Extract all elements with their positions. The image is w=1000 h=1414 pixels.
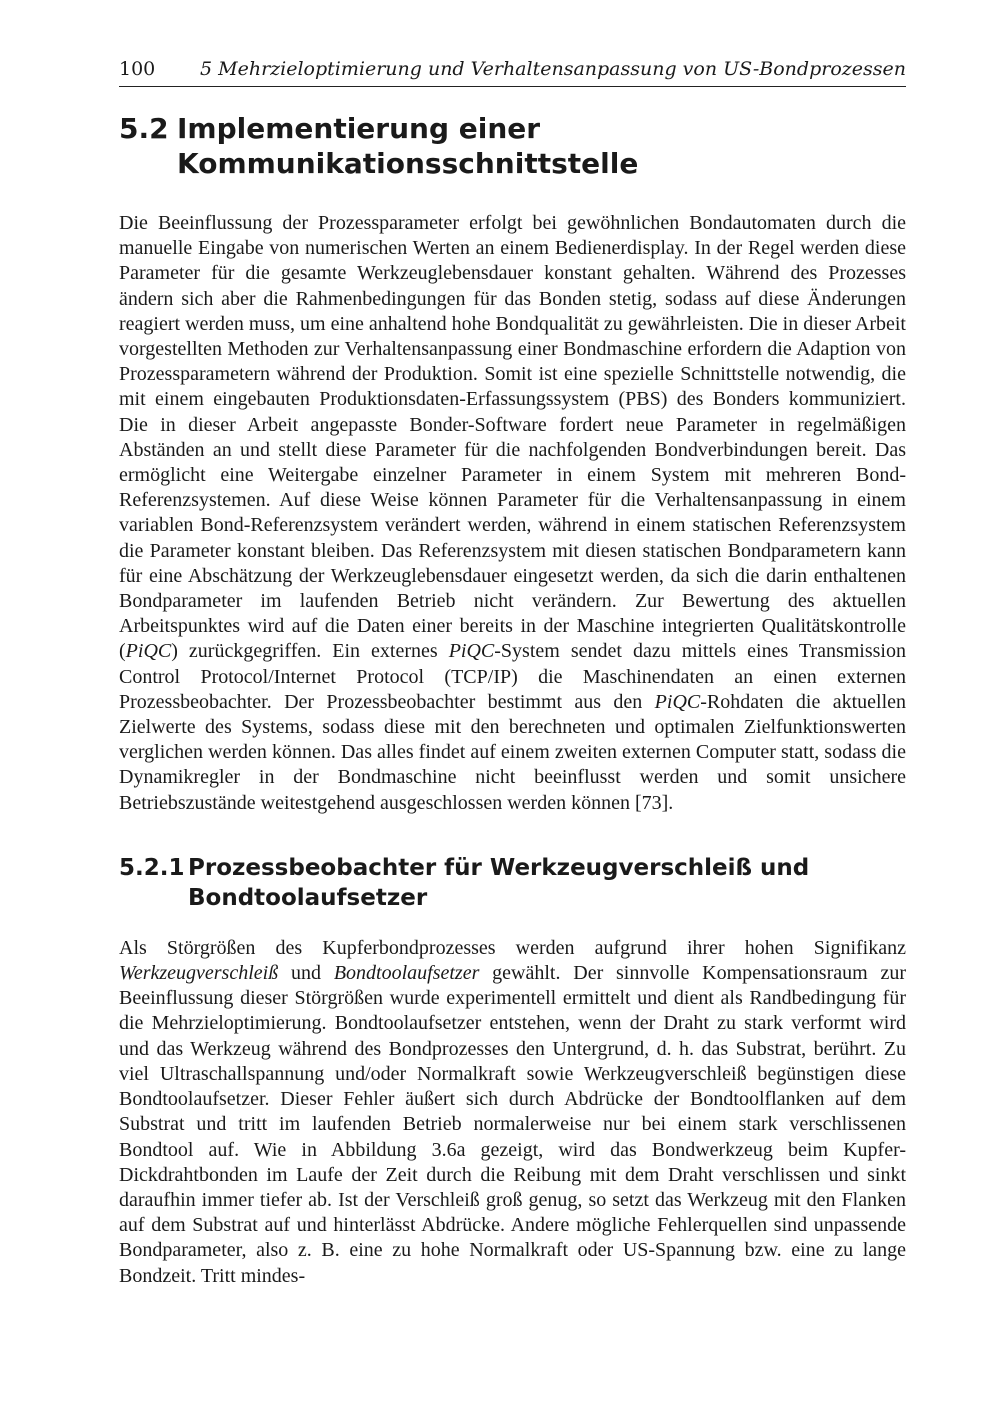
paragraph-interface-part4: -Rohdaten die aktuellen Zielwerte des Systems, sodass diese mit den berechneten und optimalen Zielfunktionswerten verglichen werden können. Das alles findet auf einem zweiten externen Computer statt, sodass die Dynamikregler in der Bondmaschine nicht beeinflusst werden und somit unsichere Betriebszustände weitestgehend ausgeschlossen werden können [73]. <box>119 690 906 814</box>
paragraph-disturbances-part2: und <box>278 962 334 985</box>
page <box>119 56 906 1289</box>
paragraph-interface-part1: Die Beeinflussung der Prozessparameter erfolgt bei gewöhnlichen Bondautomaten durch die manuelle Eingabe von numerischen Werten an einem Bedienerdisplay. In der Regel werden diese Parameter für die gesamte Werkzeuglebensdauer konstant gehalten. Während des Prozesses ändern sich aber die Rahmenbedingungen für das Bonden stetig, sodass auf diese Änderungen reagiert werden muss, um eine anhaltend hohe Bondqualität zu gewährleisten. Die in dieser Arbeit vorgestellten Methoden zur Verhaltensanpassung einer Bondmaschine erfordern die Adaption von Prozessparametern während der Produktion. Somit ist eine spezielle Schnittstelle notwendig, die mit einem eingebauten Produktionsdaten-Erfassungssystem (PBS) des Bonders kommuniziert. Die in dieser Arbeit angepasste Bonder-Software fordert neue Parameter in regelmäßigen Abständen an und stellt diese Parameter für die nachfolgenden Bondverbindungen bereit. Das ermöglicht eine Weitergabe einzelner Parameter in einem System mit mehreren Bond-Referenzsystemen. Auf diese Weise können Parameter für die Verhaltensanpassung in einem variablen Bond-Referenzsystem verändert werden, während in einem statischen Referenzsystem die Parameter konstant bleiben. Das Referenzsystem mit diesen statischen Bondparametern kann für eine Abschätzung der Werkzeuglebensdauer eingesetzt werden, da sich die darin enthaltenen Bondparameter im laufenden Betrieb nicht verändern. Zur Bewertung des aktuellen Arbeitspunktes wird auf die Daten einer bereits in der Maschine integrierten Qualitätskontrolle ( <box>119 212 906 663</box>
paragraph-interface-part3: -System sendet dazu mittels eines Transmission Control Protocol/Internet Protocol (TCP/IP) die Maschinendaten an einen externen Prozessbeobachter. Der Prozessbeobachter bestimmt aus den <box>119 640 906 713</box>
term-piqc: PiQC <box>654 690 701 713</box>
paragraph-interface <box>119 211 906 816</box>
term-piqc: PiQC <box>448 640 495 663</box>
paragraph-interface-part2: ) zurückgegriffen. Ein externes <box>171 640 449 663</box>
section-number: 5.2 <box>119 112 169 145</box>
paragraph-disturbances-part3: gewählt. Der sinnvolle Kompensationsraum zur Beeinflussung dieser Störgrößen wurde experimentell ermittelt und dient als Randbedingung für die Mehrzieloptimierung. Bondtoolaufsetzer entstehen, wenn der Draht zu stark verformt wird und das Werkzeug während des Bondprozesses den Untergrund, d. h. das Substrat, berührt. Zu viel Ultraschallspannung und/oder Normalkraft sowie Werkzeugverschleiß begünstigen diese Bondtoolaufsetzer. Dieser Fehler äußert sich durch Abdrücke der Bondtoolflanken auf dem Substrat und tritt im laufenden Betrieb normalerweise nur bei einem stark verschlissenen Bondtool auf. Wie in Abbildung 3.6a gezeigt, wird das Bondwerkzeug beim Kupfer-Dickdrahtbonden im Laufe der Zeit durch die Reibung mit dem Draht verschlissen und sinkt daraufhin immer tiefer ab. Ist der Verschleiß groß genug, so setzt das Werkzeug mit den Flanken auf dem Substrat auf und hinterlässt Abdrücke. Andere mögliche Fehlerquellen sind unpassende Bondparameter, also z. B. eine zu hohe Normalkraft oder US-Spannung bzw. eine zu lange Bondzeit. Tritt mindes- <box>119 962 907 1287</box>
running-header <box>119 56 906 87</box>
subsection-title: Prozessbeobachter für Werkzeugverschleiß und Bondtoolaufsetzer <box>188 854 810 911</box>
term-werkzeugverschleiss: Werkzeugverschleiß <box>119 962 279 985</box>
term-bondtoolaufsetzer: Bondtoolaufsetzer <box>333 962 480 985</box>
section-title: Implementierung einer Kommunikationsschnittstelle <box>177 112 639 180</box>
term-piqc: PiQC <box>125 640 172 663</box>
section-heading <box>119 111 906 181</box>
page-number: 100 <box>119 58 156 80</box>
paragraph-disturbances-part1: Als Störgrößen des Kupferbondprozesses werden aufgrund ihrer hohen Signifikanz <box>119 936 906 959</box>
chapter-title: 5 Mehrzieloptimierung und Verhaltensanpassung von US-Bondprozessen <box>200 58 906 80</box>
subsection-number: 5.2.1 <box>119 854 185 881</box>
paragraph-disturbances <box>119 936 906 1289</box>
subsection-heading <box>119 853 906 913</box>
